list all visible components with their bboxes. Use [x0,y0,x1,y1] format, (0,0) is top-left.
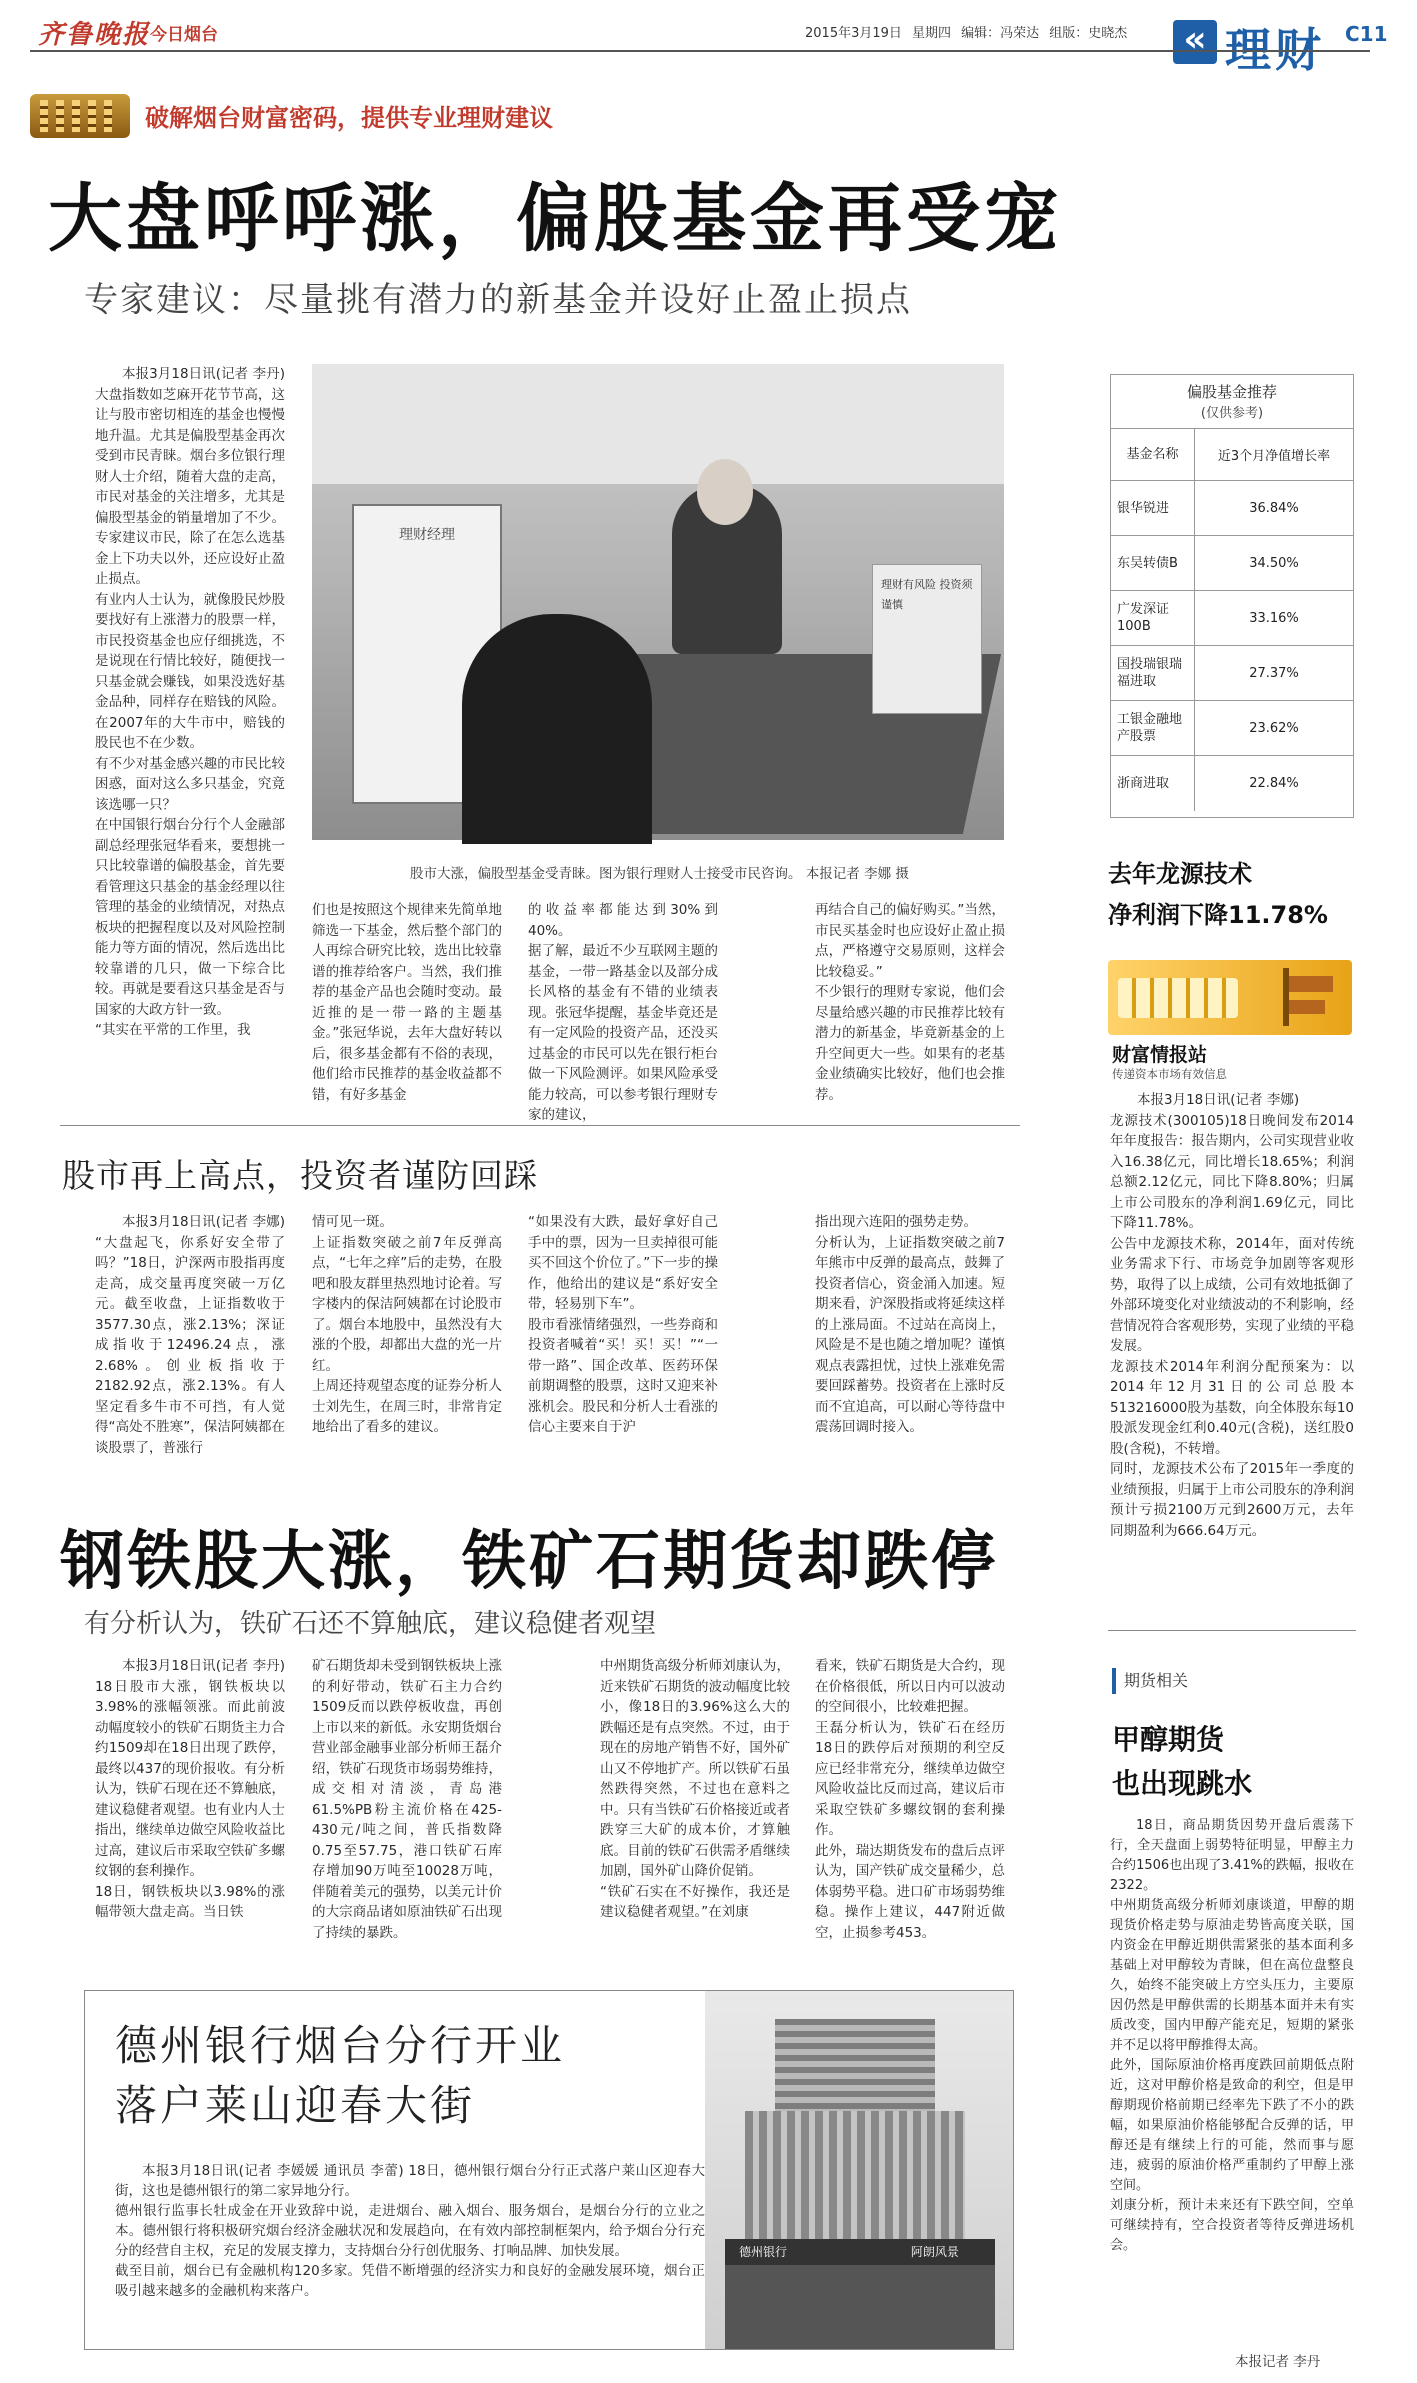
wealth-station-title: 财富情报站 [1112,1044,1208,1066]
article1-col3: 的收益率都能达到30%到40%。 据了解，最近不少互联网主题的基金，一带一路基金以及部分成长风格的基金有不错的业绩表现。张冠华提醒，基金毕竟还是有一定风险的投资产品，还没买过基金的市民可以先在银行柜台做一下风险测评。如果风险承受能力较高，可以参考银行理财专家的建议， [528,902,718,1123]
section-name: 今日烟台 [150,25,218,45]
article2-col2: 情可见一斑。 上证指数突破之前7年反弹高点，“七年之痒”后的走势，在股吧和股友群里热烈地讨论着。写字楼内的保洁阿姨都在讨论股市了。烟台本地股中，虽然没有大涨的个股，却都出大盘的光一片红。 上周还持观望态度的证券分析人士刘先生，在周三时，非常肯定地给出了看多的建议。 [312,1214,502,1435]
photo-customer [462,614,652,844]
fund-table-row [1111,756,1353,811]
longyuan-title-line2: 净利润下降11.78% [1108,901,1328,929]
fund-name: 银华锐进 [1111,481,1195,535]
divider [1108,1630,1356,1631]
masthead-rule [30,50,1370,52]
article3-col1: 本报3月18日讯(记者 李丹) 18日股市大涨，钢铁板块以3.98%的涨幅领涨。而此前波动幅度较小的铁矿石期货主力合约1509却在18日出现了跌停，最终以437的现价报收。有分析认为，铁矿石现在还不算触底，建议稳健者观望。也有业内人士指出，继续单边做空风险收益比过高，建议后市采取空铁矿多螺纹钢的套利操作。 18日，钢铁板块以3.98%的涨幅带领大盘走高。当日铁 [95,1658,285,1920]
fund-table-row [1111,701,1353,756]
fund-table-subtitle: (仅供参考) [1200,406,1264,421]
article1-col1: 本报3月18日讯(记者 李丹) 大盘指数如芝麻开花节节高，这让与股市密切相连的基金也慢慢地升温。尤其是偏股型基金再次受到市民青睐。烟台多位银行理财人士介绍，随着大盘的走高，市民对基金的关注增多，尤其是偏股型基金的销量增加了不少。专家建议市民，除了在怎么选基金上下功夫以外，还应设好止盈止损点。 有业内人士认为，就像股民炒股要找好有上涨潜力的股票一样，市民投资基金也应仔细挑选，不是说现在行情比较好，随便找一只基金就会赚钱，如果没选好基金品种，同样存在赔钱的风险。在2007年的大牛市中，赔钱的股民也不在少数。 有不少对基金感兴趣的市民比较困惑，面对这么多只基金，究竟该选哪一只？ 在中国银行烟台分行个人金融部副总经理张冠华看来，要想挑一只比较靠谱的偏股基金，首先要看管理这只基金的基金经理以往管理的基金的业绩情况，对热点板块的把握程度以及对风险控制能力等方面的情况，然后选出比较靠谱的几只，做一下综合比较。再就是要看这只基金是否与国家的大政方针一致。 “其实在平常的工作里，我 [95,366,285,1038]
fund-table-row [1111,536,1353,591]
fund-growth-rate: 23.62% [1249,720,1299,736]
newspaper-logo: 齐鲁晚报 [38,20,151,50]
column-name: 理财 [1225,23,1325,77]
banner-text: 破解烟台财富密码，提供专业理财建议 [145,104,553,132]
futures-title-line2: 也出现跳水 [1112,1767,1253,1800]
abacus-icon [30,94,130,138]
article2-col1: 本报3月18日讯(记者 李娜) “大盘起飞，你系好安全带了吗？”18日，沪深两市股指再度走高，成交量再度突破一万亿元。截至收盘，上证指数收于3577.30点，涨2.13%；深证成指收于12496.24点，涨2.68%。创业板指收于2182.92点，涨2.13%。有人坚定看多牛市不可挡，有人觉得“高处不胜寒”，保洁阿姨都在谈股票了，普涨行 [95,1214,285,1456]
article3-subtitle: 有分析认为，铁矿石还不算触底，建议稳健者观望 [84,1609,657,1639]
article3-col2: 矿石期货却未受到钢铁板块上涨的利好带动，铁矿石主力合约1509反而以跌停板收盘，再创上市以来的新低。永安期货烟台营业部金融事业部分析师王磊介绍，铁矿石现货市场弱势维持，成交相对清淡，青岛港61.5%PB粉主流价格在425-430元/吨之间，普氏指数降0.75至57.75，港口铁矿石库存增加90万吨至10028万吨，伴随着美元的强势，以美元计价的大宗商品诸如原油铁矿石出现了持续的暴跌。 [312,1658,502,1941]
coins-icon [1118,978,1238,1018]
fund-growth-rate: 34.50% [1249,555,1299,571]
chevron-left-icon: « [1173,20,1217,64]
fund-growth-rate: 22.84% [1249,776,1299,791]
issue-info: 2015年3月19日 星期四 编辑：冯荣达 组版：史晓杰 [805,26,1128,41]
article1-col4: 再结合自己的偏好购买。”当然，市民买基金时也应设好止盈止损点，严格遵守交易原则，这样会比较稳妥。” 不少银行的理财专家说，他们会尽量给感兴趣的市民推荐比较有潜力的新基金，毕竟新基金的上升空间更大一些。如果有的老基金业绩确实比较好，他们也会推荐。 [815,902,1005,1103]
fund-name: 工银金融地产股票 [1111,701,1195,755]
fund-table-title: 偏股基金推荐 [1186,383,1277,401]
fund-table-row [1111,591,1353,646]
photo-desk-sign: 理财有风险 投资须谨慎 [872,564,982,714]
article1-subtitle: 专家建议：尽量挑有潜力的新基金并设好止盈止损点 [84,280,912,320]
dezhou-title-line2: 落户莱山迎春大街 [115,2081,476,2130]
fund-name: 浙商进取 [1111,756,1195,811]
article1-caption: 股市大涨，偏股型基金受青睐。图为银行理财人士接受市民咨询。 本报记者 李娜 摄 [410,866,909,882]
fund-growth-rate: 36.84% [1249,500,1299,516]
photo-banner-stand: 理财经理 [352,504,502,804]
longyuan-title-line1: 去年龙源技术 [1108,860,1252,888]
column-tab [1173,10,1368,77]
fund-growth-rate: 33.16% [1249,610,1299,626]
page-number: C11 [1345,22,1388,46]
article2-col4: 指出现六连阳的强势走势。 分析认为，上证指数突破之前7年熊市中反弹的最高点，鼓舞了投资者信心，资金涌入加速。短期来看，沪深股指或将延续这样的上涨局面。不过站在高岗上，风险是不是也随之增加呢？谨慎观点表露担忧，过快上涨难免需要回踩蓄势。投资者在上涨时反而不宜追高，可以耐心等待盘中震荡回调时接入。 [815,1214,1005,1435]
fund-table-row [1111,646,1353,701]
futures-title-line1: 甲醇期货 [1112,1723,1225,1756]
fund-recommend-table [1110,374,1354,818]
article1-title: 大盘呼呼涨，偏股基金再受宠 [48,176,1062,262]
article2-col3: “如果没有大跌，最好拿好自己手中的票，因为一旦卖掉很可能买不回这个价位了。”下一步的操作，他给出的建议是“系好安全带，轻易别下车”。 股市看涨情绪强烈，一些券商和投资者喊着“买！买！买！”“一带一路”、国企改革、医药环保前期调整的股票，这时又迎来补涨机会。股民和分析人士看涨的信心主要来自于沪 [528,1214,718,1435]
wealth-station-logo [1108,960,1352,1035]
dezhou-body: 本报3月18日讯(记者 李媛媛 通讯员 李蕾) 18日，德州银行烟台分行正式落户莱山区迎春大街，这也是德州银行的第二家异地分行。 德州银行监事长牡成金在开业致辞中说，走进烟台、融入烟台、服务烟台，是烟台分行的立业之本。德州银行将积极研究烟台经济金融状况和发展趋向，在有效内部控制框架内，给予烟台分行充分的经营自主权，充足的发展支撑力，支持烟台分行创优服务、打响品牌、加快发展。 截至目前，烟台已有金融机构120多家。凭借不断增强的经济实力和良好的金融发展环境，烟台正吸引越来越多的金融机构来落户。 [115,2163,705,2299]
fund-name: 国投瑞银瑞福进取 [1111,646,1195,700]
article3-title: 钢铁股大涨，铁矿石期货却跌停 [60,1524,998,1599]
futures-body: 18日，商品期货因势开盘后震荡下行，全天盘面上弱势特征明显，甲醇主力合约1506也出现了3.41%的跌幅，报收在2322。 中州期货高级分析师刘康谈道，甲醇的期现货价格走势与原油走势皆高度关联，国内资金在甲醇近期供需紧张的基本面利多基础上对甲醇较为青睐，但在高位盘整良久，始终不能突破上方空头压力，主要原因仍然是甲醇供需的长期基本面并未有实质改变，国内甲醇产能充足，短期的紧张并不足以将甲醇推得太高。 此外，国际原油价格再度跌回前期低点附近，这对甲醇价格是致命的利空，但是甲醇期现价格前期已经率先下跌了不小的跌幅，如果原油价格能够配合反弹的话，甲醇还是有继续上行的可能，然而事与愿违，疲弱的原油价格严重制约了甲醇上涨空间。 刘康分析，预计未来还有下跌空间，空单可继续持有，空合投资者等待反弹进场机会。 [1110,1818,1354,2253]
dezhou-title-line1: 德州银行烟台分行开业 [115,2021,566,2070]
article1-photo [312,364,1004,840]
dezhou-bank-box [84,1990,1014,2350]
article3-col4: 看来，铁矿石期货是大合约，现在价格很低，所以日内可以波动的空间很小，比较难把握。 王磊分析认为，铁矿石在经历18日的跌停后对预期的利空反应已经非常充分，继续单边做空风险收益比反而过高，建议后市采取空铁矿多螺纹钢的套利操作。 此外，瑞达期货发布的盘后点评认为，国产铁矿成交量稀少，总体弱势平稳。进口矿市场弱势维稳。操作上建议，447附近做空，止损参考453。 [815,1658,1005,1941]
article1-col2: 们也是按照这个规律来先简单地筛选一下基金，然后整个部门的人再综合研究比较，选出比较靠谱的推荐给客户。当然，我们推荐的基金产品也会随时变动。最近推的是一带一路的主题基金。”张冠华说，去年大盘好转以后，很多基金都有不俗的表现，他们给市民推荐的基金收益都不错，有好多基金 [312,902,502,1103]
fund-growth-rate: 27.37% [1249,665,1299,681]
futures-tag: 期货相关 [1112,1668,1262,1694]
fund-name: 东吴转债B [1111,536,1195,590]
banner [30,92,1370,142]
article3-col3: 中州期货高级分析师刘康认为，近来铁矿石期货的波动幅度比较小，像18日的3.96%这么大的跌幅还是有点突然。不过，由于现在的房地产销售不好，国外矿山又不停地扩产。所以铁矿石虽然跌得突然，不过也在意料之中。只有当铁矿石价格接近或者跌穿三大矿的成本价，才算触底。目前的铁矿石供需矛盾继续加剧，国外矿山降价促销。 “铁矿石实在不好操作，我还是建议稳健者观望。”在刘康 [600,1658,790,1920]
fund-table-header: 基金名称 近3个月净值增长率 [1111,429,1353,481]
futures-sign: 本报记者 李丹 [1235,2354,1321,2370]
fund-table-row [1111,481,1353,536]
wealth-station-subtitle: 传递资本市场有效信息 [1112,1067,1227,1081]
article2-title: 股市再上高点，投资者谨防回踩 [62,1156,538,1195]
longyuan-body: 本报3月18日讯(记者 李娜) 龙源技术(300105)18日晚间发布2014年年度报告：报告期内，公司实现营业收入16.38亿元，同比增长18.65%；利润总额2.12亿元，同比下降8.80%；归属上市公司股东的净利润1.69亿元，同比下降11.78%。 公告中龙源技术称，2014年，面对传统业务需求下行、市场竞争加剧等客观形势，取得了以上成绩，公司有效地抵御了外部环境变化对业绩波动的不利影响，经营情况符合客观形势，实现了业绩的平稳发展。 龙源技术2014年利润分配预案为：以2014年12月31日的公司总股本513216000股为基数，向全体股东每10股派发现金红利0.40元(含税)，送红股0股(含税)，不转增。 同时，龙源技术公布了2015年一季度的业绩预报，归属于上市公司股东的净利润预计亏损2100万元到2600万元，去年同期盈利为666.64万元。 [1110,1092,1354,1539]
fund-name: 广发深证100B [1111,591,1195,645]
dezhou-building-photo: 德州银行 阿朗风景 [705,1991,1013,2349]
divider [60,1125,1020,1126]
signpost-icon [1283,968,1333,1026]
